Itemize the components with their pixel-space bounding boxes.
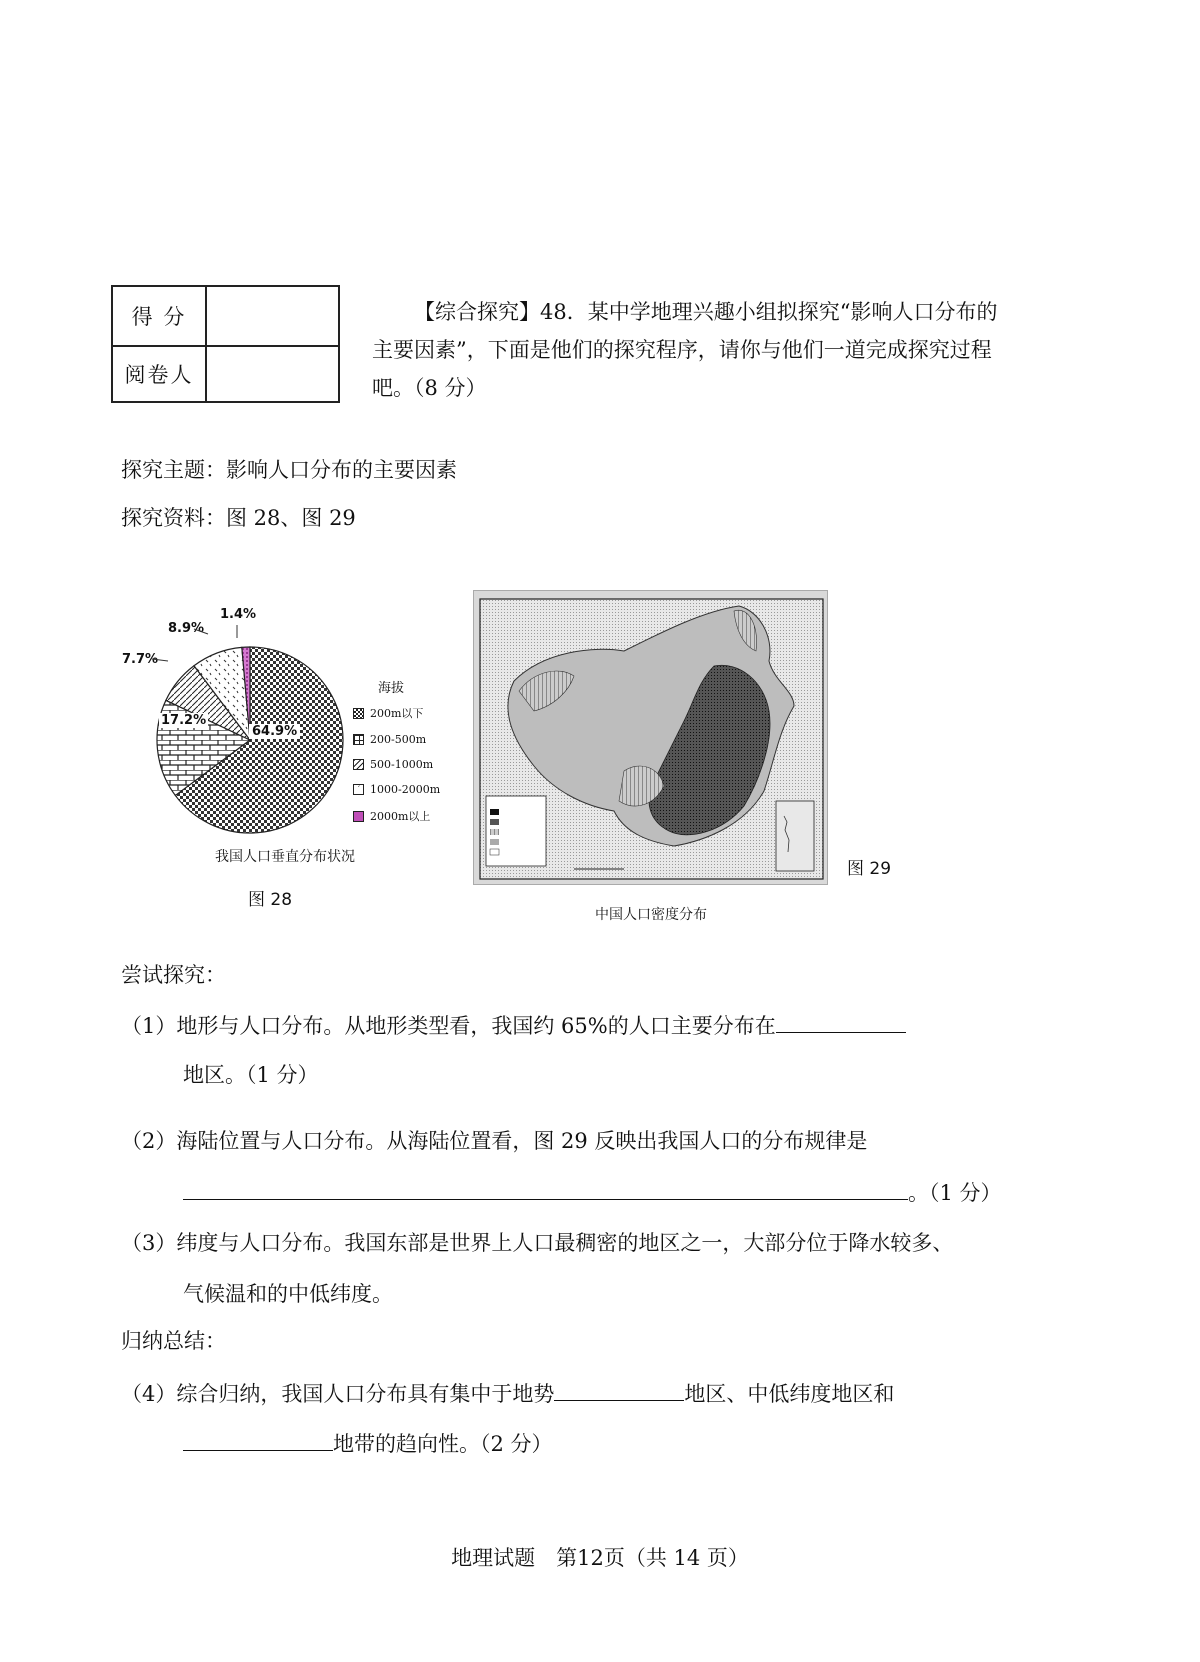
pie-label-1000-2000m: 8.9% <box>168 621 205 636</box>
q4-line-1 <box>121 1378 894 1409</box>
q4-zone-blank[interactable] <box>183 1428 333 1451</box>
legend-label: 1000-2000m <box>370 783 441 796</box>
q2-tail: 。（1 分） <box>908 1181 1002 1205</box>
pie-legend <box>353 705 440 824</box>
figure28-caption: 我国人口垂直分布状况 <box>215 849 355 865</box>
summary-heading: 归纳总结： <box>121 1329 226 1353</box>
population-density-map <box>473 590 828 885</box>
reviewer-row <box>113 345 338 403</box>
legend-label: 500-1000m <box>370 758 434 771</box>
legend-item-1000-2000m <box>353 783 440 796</box>
reviewer-value-cell[interactable] <box>207 345 338 403</box>
legend-label: 200m以下 <box>370 707 424 720</box>
score-value-cell[interactable] <box>207 287 338 345</box>
figure29-label: 图 29 <box>847 859 892 879</box>
pie-label-500-1000m: 7.7% <box>122 652 159 667</box>
q2-line-1: （2）海陆位置与人口分布。从海陆位置看，图 29 反映出我国人口的分布规律是 <box>121 1129 868 1153</box>
q4-text-a: （4）综合归纳，我国人口分布具有集中于地势 <box>121 1382 555 1406</box>
legend-title: 海拔 <box>378 681 405 696</box>
figure29-caption: 中国人口密度分布 <box>595 907 707 923</box>
swatch-diagonal <box>353 759 364 770</box>
swatch-pink <box>353 811 364 822</box>
legend-label: 200-500m <box>370 733 427 746</box>
q1-line-2: 地区。（1 分） <box>183 1063 319 1087</box>
score-box <box>111 285 340 403</box>
intro-line-2: 主要因素”，下面是他们的探究程序，请你与他们一道完成探究过程 <box>372 338 992 362</box>
q1-line-1 <box>121 1010 906 1041</box>
q2-answer-blank[interactable] <box>183 1177 908 1200</box>
legend-item-2000m-above <box>353 808 440 824</box>
swatch-dots: ˊ <box>353 784 364 795</box>
pie-label-200m-below: 64.9% <box>249 724 300 739</box>
q1-text: （1）地形与人口分布。从地形类型看，我国约 65%的人口主要分布在 <box>121 1014 776 1038</box>
question-intro <box>372 293 1090 407</box>
legend-item-200-500m <box>353 733 440 746</box>
q2-line-2 <box>183 1177 1002 1208</box>
q4-text-c: 地带的趋向性。（2 分） <box>333 1432 553 1456</box>
legend-item-500-1000m <box>353 758 440 771</box>
reviewer-label: 阅卷人 <box>113 345 207 403</box>
intro-line-3: 吧。（8 分） <box>372 376 487 400</box>
swatch-brick <box>353 734 364 745</box>
score-label: 得 分 <box>113 287 207 345</box>
q4-line-2 <box>183 1428 553 1459</box>
pie-label-200-500m: 17.2% <box>161 713 207 728</box>
q1-answer-blank[interactable] <box>776 1010 906 1033</box>
research-materials: 探究资料：图 28、图 29 <box>121 506 356 530</box>
try-heading: 尝试探究： <box>121 963 226 987</box>
china-map-image <box>474 591 828 885</box>
q4-text-b: 地区、中低纬度地区和 <box>684 1382 895 1406</box>
q3-line-2: 气候温和的中低纬度。 <box>183 1282 393 1306</box>
figure28-label: 图 28 <box>248 890 293 910</box>
legend-label: 2000m以上 <box>370 810 431 823</box>
q3-line-1: （3）纬度与人口分布。我国东部是世界上人口最稠密的地区之一，大部分位于降水较多、 <box>121 1231 954 1255</box>
research-theme: 探究主题：影响人口分布的主要因素 <box>121 458 457 482</box>
q4-terrain-blank[interactable] <box>554 1378 684 1401</box>
score-row <box>113 287 338 347</box>
legend-item-200m-below <box>353 705 440 721</box>
pie-label-2000m-above: 1.4% <box>220 607 257 622</box>
swatch-checker <box>353 708 364 719</box>
population-altitude-pie-chart <box>150 640 350 840</box>
pie-leader-lines <box>120 610 250 670</box>
page-footer: 地理试题 第12页（共 14 页） <box>451 1546 749 1570</box>
intro-line-1: 【综合探究】48．某中学地理兴趣小组拟探究“影响人口分布的 <box>414 300 998 324</box>
